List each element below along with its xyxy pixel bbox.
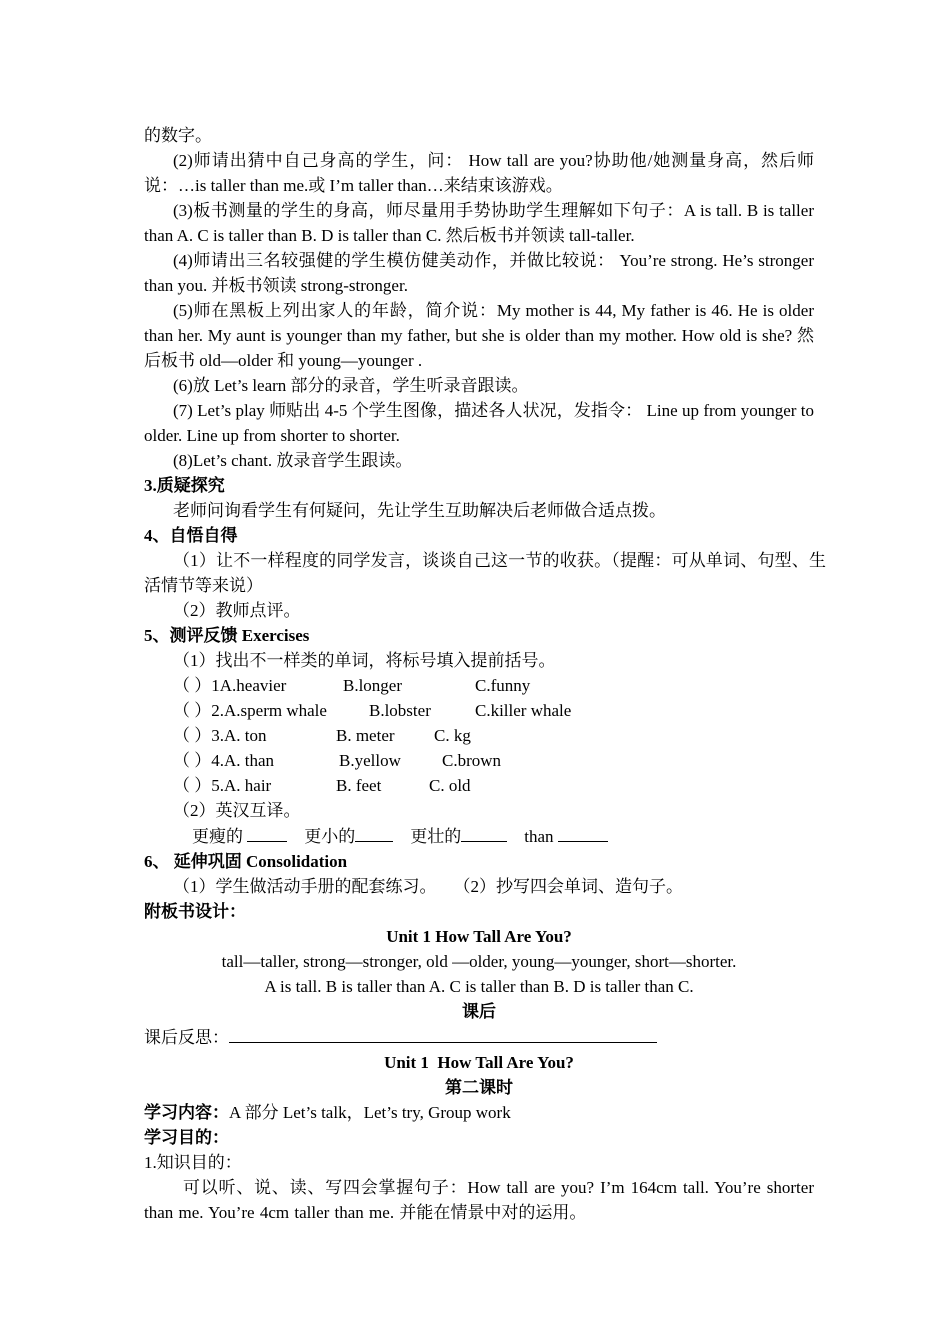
answer-blank[interactable] xyxy=(558,823,608,842)
exercise-option-b: B. feet xyxy=(336,776,382,795)
step-5: (5)师在黑板上列出家人的年龄，简介说：My mother is 44, My father is 46. He is older than her. My aunt is younger than my father, but she is older than my mother. How old is she? 然后板书 old—older 和 young—younger . xyxy=(144,301,814,370)
answer-blank[interactable] xyxy=(355,823,393,842)
goal-1-text: 可以听、说、读、写四会掌握句子：How tall are you? I’m 164cm tall. You’re shorter than me. You’re 4cm taller than me. 并能在情景中对的运用。 xyxy=(144,1178,814,1222)
exercise-option-c: C.brown xyxy=(442,751,502,770)
section-6-text: （1）学生做活动手册的配套练习。 （2）抄写四会单词、造句子。 xyxy=(173,877,683,896)
unit-title-2: Unit 1 How Tall Are You? xyxy=(384,1053,574,1072)
section-heading-4: 4、自悟自得 xyxy=(144,526,238,545)
reflection-label: 课后反思： xyxy=(144,1028,229,1047)
exercise-option-c: C. kg xyxy=(434,726,471,745)
section-heading-6: 6、 延伸巩固 Consolidation xyxy=(144,852,348,871)
translation-word-4: than xyxy=(524,827,554,846)
exercise-option-b: B. meter xyxy=(336,726,395,745)
goal-label: 学习目的： xyxy=(144,1128,229,1147)
step-2: (2)师请出猜中自己身高的学生，问： How tall are you?协助他/她测量身高，然后师说：…is taller than me.或 I’m taller than…来结束该游戏。 xyxy=(144,151,814,195)
answer-blank[interactable] xyxy=(461,823,507,842)
reflection-row xyxy=(144,1024,814,1050)
content-label: 学习内容： xyxy=(144,1103,229,1122)
board-line-1: tall—taller, strong—stronger, old —older, young—younger, short—shorter. xyxy=(221,952,737,971)
exercise-option-b: B.longer xyxy=(343,676,403,695)
document-page xyxy=(144,123,826,1225)
goal-1-heading: 1.知识目的： xyxy=(144,1153,242,1172)
answer-blank[interactable] xyxy=(247,823,287,842)
section-3-text: 老师问询看学生有何疑问，先让学生互助解决后老师做合适点拨。 xyxy=(173,501,666,520)
section-heading-3: 3.质疑探究 xyxy=(144,476,225,495)
content-text: A 部分 Let’s talk，Let’s try, Group work xyxy=(229,1103,511,1122)
reflection-blank[interactable] xyxy=(229,1024,657,1043)
exercise-row xyxy=(144,748,814,773)
section-heading-5: 5、测评反馈 Exercises xyxy=(144,626,310,645)
step-8: (8)Let’s chant. 放录音学生跟读。 xyxy=(173,451,413,470)
after-class-heading: 课后 xyxy=(462,1002,496,1021)
board-design-label: 附板书设计： xyxy=(144,902,246,921)
exercise-option-b: B.yellow xyxy=(339,751,401,770)
translation-instruction: （2）英汉互译。 xyxy=(173,801,301,820)
section-4-item-2: （2）教师点评。 xyxy=(173,601,301,620)
section-4-item-1: （1）让不一样程度的同学发言，谈谈自己这一节的收获。（提醒：可从单词、句型、生活情节等来说） xyxy=(144,551,826,595)
exercise-option-c: C.funny xyxy=(475,676,531,695)
translation-word-2: 更小的 xyxy=(304,827,356,846)
step-3: (3)板书测量的学生的身高，师尽量用手势协助学生理解如下句子：A is tall. B is taller than A. C is taller than B. D is taller than C. 然后板书并领读 tall-taller. xyxy=(144,201,814,245)
exercise-instruction: （1）找出不一样类的单词，将标号填入提前括号。 xyxy=(173,651,556,670)
exercise-row xyxy=(144,698,814,723)
exercise-option-a: （ ）2.A.sperm whale xyxy=(173,701,327,720)
exercise-row xyxy=(144,723,814,748)
translation-word-1: 更瘦的 xyxy=(192,827,243,846)
translation-row xyxy=(144,823,814,849)
exercise-option-a: （ ）4.A. than xyxy=(173,751,275,770)
text-line: 的数字。 xyxy=(144,126,212,145)
exercise-row xyxy=(144,773,814,798)
board-line-2: A is tall. B is taller than A. C is taller than B. D is taller than C. xyxy=(264,977,694,996)
translation-word-3: 更壮的 xyxy=(410,827,462,846)
step-4: (4)师请出三名较强健的学生模仿健美动作，并做比较说： You’re strong. He’s stronger than you. 并板书领读 strong-stronger. xyxy=(144,251,814,295)
content-row xyxy=(144,1100,814,1125)
unit-title: Unit 1 How Tall Are You? xyxy=(386,927,572,946)
exercise-option-a: （ ）3.A. ton xyxy=(173,726,267,745)
step-7: (7) Let’s play 师贴出 4-5 个学生图像，描述各人状况，发指令： Line up from younger to older. Line up from shorter to shorter. xyxy=(144,401,814,445)
exercise-option-a: （ ）1A.heavier xyxy=(173,676,287,695)
exercise-option-a: （ ）5.A. hair xyxy=(173,776,272,795)
step-6: (6)放 Let’s learn 部分的录音，学生听录音跟读。 xyxy=(173,376,529,395)
exercise-option-b: B.lobster xyxy=(369,701,431,720)
exercise-option-c: C.killer whale xyxy=(475,701,572,720)
exercise-option-c: C. old xyxy=(429,776,471,795)
lesson-title: 第二课时 xyxy=(445,1078,513,1097)
exercise-row xyxy=(144,673,814,698)
